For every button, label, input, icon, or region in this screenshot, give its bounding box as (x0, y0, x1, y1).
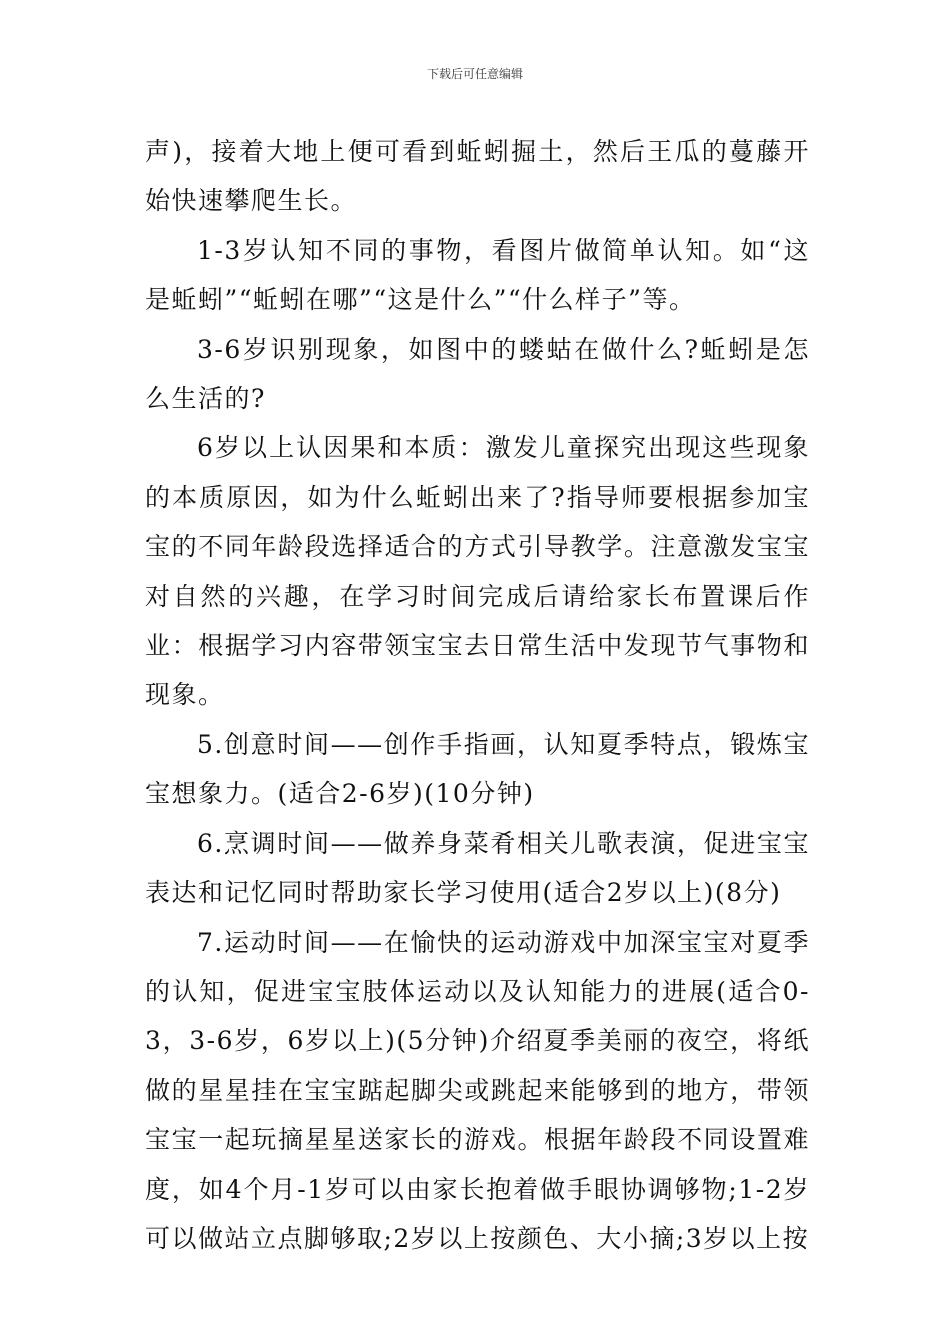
document-body (145, 127, 810, 1263)
paragraph-exercise-time: 7.运动时间——在愉快的运动游戏中加深宝宝对夏季的认知，促进宝宝肢体运动以及认知能力的进展(适合0-3，3-6岁，6岁以上)(5分钟)介绍夏季美丽的夜空，将纸做的星星挂在宝宝踮起脚尖或跳起来能够到的地方，带领宝宝一起玩摘星星送家长的游戏。根据年龄段不同设置难度，如4个月-1岁可以由家长抱着做手眼协调够物;1-2岁可以做站立点脚够取;2岁以上按颜色、大小摘;3岁以上按 (145, 927, 810, 1253)
paragraph-age-1-3: 1-3岁认知不同的事物，看图片做简单认知。如“这是蚯蚓”“蚯蚓在哪”“这是什么”“什么样子”等。 (145, 235, 810, 315)
paragraph-cooking-time: 6.烹调时间——做养身菜肴相关儿歌表演，促进宝宝表达和记忆同时帮助家长学习使用(适合2岁以上)(8分) (145, 828, 810, 908)
paragraph-continuation: 声)，接着大地上便可看到蚯蚓掘土，然后王瓜的蔓藤开始快速攀爬生长。 (145, 137, 810, 216)
paragraph-creative-time: 5.创意时间——创作手指画，认知夏季特点，锻炼宝宝想象力。(适合2-6岁)(10分钟) (145, 729, 810, 809)
paragraph-age-6-plus: 6岁以上认因果和本质：激发儿童探究出现这些现象的本质原因，如为什么蚯蚓出来了?指导师要根据参加宝宝的不同年龄段选择适合的方式引导教学。注意激发宝宝对自然的兴趣，在学习时间完成后请给家长布置课后作业：根据学习内容带领宝宝去日常生活中发现节气事物和现象。 (145, 433, 810, 710)
paragraph-age-3-6: 3-6岁识别现象，如图中的蝼蛄在做什么?蚯蚓是怎么生活的? (145, 334, 810, 414)
page-header: 下载后可任意编辑 (426, 67, 523, 81)
